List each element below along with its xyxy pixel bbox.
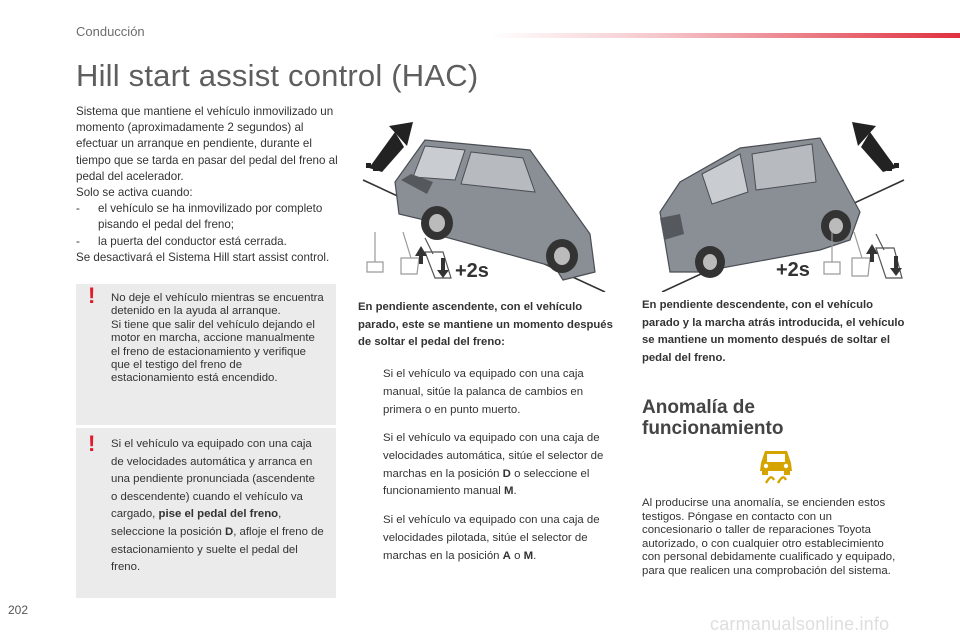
- slope-arrow-icon: [366, 122, 413, 172]
- warning-emphasis: D: [224, 525, 234, 538]
- bullet-manual-gearbox: [358, 366, 620, 419]
- bullet-text: Si el vehículo va equipado con una caja de velocidades automática, sitúe el selector de marchas en la posición: [383, 432, 604, 480]
- van-icon: [395, 140, 595, 280]
- bullet-text: Si el vehículo va equipado con una caja manual, sitúe la palanca de cambios en primera o en punto muerto.: [383, 368, 584, 416]
- uphill-caption: En pendiente ascendente, con el vehículo parado, este se mantiene un momento después de soltar el pedal del freno:: [358, 301, 613, 348]
- bullet-text: .: [513, 485, 517, 498]
- dash: -: [76, 234, 80, 248]
- warning-text: No deje el vehículo mientras se encuentra detenido en la ayuda al arranque. Si tiene que salir del vehículo dejando el motor en marcha, accione manualmente el freno de estacionamiento y verifique que el testigo del freno de estacionamiento está encendido.: [111, 292, 324, 385]
- slope-arrow-icon: [852, 122, 899, 172]
- bullet-piloted-gearbox: [358, 512, 620, 565]
- warning-box-unattended: [76, 284, 336, 425]
- warning-text-part: Si el vehículo va equipado con una caja de velocidades automática y arranca en una pendiente pronunciada (ascendente o descendente) cuando el vehículo va cargado,: [111, 438, 315, 521]
- timer-badge: +2s: [776, 259, 810, 281]
- anomaly-title: Anomalía de funcionamiento: [642, 397, 784, 439]
- intro-text: [76, 104, 341, 266]
- intro-activation-lead: Solo se activa cuando:: [76, 186, 193, 200]
- warning-icon: !: [88, 283, 96, 308]
- warning-text: [111, 436, 324, 577]
- header-rule: [490, 33, 960, 38]
- condition-text: la puerta del conductor está cerrada.: [98, 234, 287, 248]
- bullet-text: Si el vehículo va equipado con una caja de velocidades pilotada, sitúe el selector de marchas en la posición: [383, 514, 600, 562]
- page-number: 202: [8, 603, 29, 617]
- uphill-illustration: [355, 122, 625, 292]
- bullet-text: o seleccione el funcionamiento manual: [383, 467, 590, 498]
- bullet-automatic-gearbox: [358, 430, 620, 501]
- bullet-text: o: [510, 549, 524, 562]
- intro-description: Sistema que mantiene el vehículo inmovilizado un momento (aproximadamente 2 segundos) al efectuar un arranque en pendiente, durante el tiempo que se tarda en pasar del pedal del freno al pedal del acelerador.: [76, 105, 338, 183]
- bullet-emphasis: A: [502, 549, 511, 562]
- van-icon: [660, 138, 860, 278]
- intro-deactivation: Se desactivará el Sistema Hill start assist control.: [76, 250, 330, 264]
- bullet-text: .: [533, 549, 537, 562]
- bullet-emphasis: M: [503, 485, 514, 498]
- bullet-emphasis: D: [502, 467, 511, 480]
- warning-text-part: , afloje el freno de estacionamiento y suelte el pedal del freno.: [111, 525, 324, 574]
- intro-condition: [76, 234, 341, 250]
- watermark: carmanualsonline.info: [710, 614, 890, 634]
- section-label: Conducción: [76, 24, 145, 39]
- skid-warning-icon: [756, 447, 796, 485]
- condition-text: el vehículo se ha inmovilizado por completo pisando el pedal del freno;: [98, 202, 323, 232]
- anomaly-text: Al producirse una anomalía, se encienden estos testigos. Póngase en contacto con un concesionario o taller de reparaciones Toyota autorizado, o con cualquier otro establecimiento con personal debidamente cualificado y equipado, para que realicen una comprobación del sistema.: [642, 497, 896, 577]
- warning-icon: !: [88, 431, 96, 456]
- downhill-illustration: [640, 122, 915, 292]
- dash: -: [76, 202, 80, 216]
- warning-emphasis: pise el pedal del freno: [158, 508, 279, 521]
- bullet-emphasis: M: [523, 549, 534, 562]
- intro-condition: [76, 201, 341, 233]
- timer-badge: +2s: [455, 260, 489, 282]
- page-title: Hill start assist control (HAC): [76, 58, 479, 93]
- warning-text-part: , seleccione la posición: [111, 508, 282, 538]
- downhill-caption: En pendiente descendente, con el vehículo parado y la marcha atrás introducida, el vehículo se mantiene un momento después de soltar el pedal del freno.: [642, 299, 905, 364]
- warning-box-automatic: [76, 428, 336, 598]
